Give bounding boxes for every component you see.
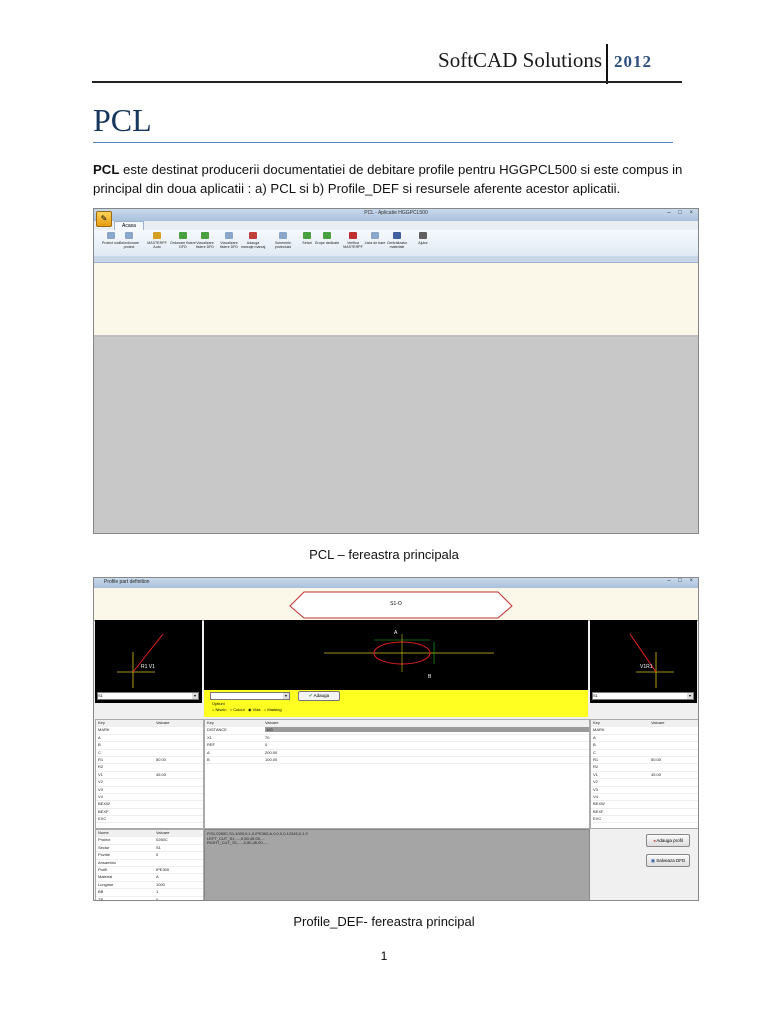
header-year: 2012: [614, 52, 652, 71]
radio-label: Culoul: [233, 707, 245, 712]
grid-key: BEXF: [98, 808, 109, 814]
grid-key: MARK: [98, 727, 110, 733]
ribbon-button-icon: [371, 232, 379, 239]
code-line: LEFT_CUT_S1,....,0,50,45.00,....: [207, 835, 266, 841]
grid-key: V3: [98, 786, 103, 792]
window-controls[interactable]: – □ ×: [667, 578, 696, 584]
ribbon-button-icon: [303, 232, 311, 239]
grid-row[interactable]: [205, 735, 589, 742]
radio-option[interactable]: ◉ Vida: [247, 707, 261, 712]
left-angle-icon: [95, 620, 202, 690]
grid-row[interactable]: [96, 764, 203, 771]
left-sector-value: S1: [98, 693, 103, 698]
grid-key: V2: [98, 779, 103, 785]
grid-row[interactable]: [96, 860, 203, 867]
ribbon-button-icon: [419, 232, 427, 239]
grid-key: B: [207, 756, 210, 762]
grid-row[interactable]: [591, 750, 698, 757]
code-lines: [205, 830, 589, 848]
grid-key: Proiect: [98, 837, 111, 843]
ribbon-button[interactable]: [270, 232, 296, 249]
page-number: 1: [380, 949, 388, 963]
grid-key: R2: [593, 764, 599, 770]
grid-row[interactable]: [96, 742, 203, 749]
grid-row[interactable]: [96, 801, 203, 808]
grid-row[interactable]: [591, 787, 698, 794]
ribbon-button-label: Verifica MASTERPF: [343, 241, 363, 249]
add-button[interactable]: [298, 691, 340, 701]
ribbon-button-icon: [279, 232, 287, 239]
right-sector-value: S1: [593, 693, 598, 698]
grid-value: 70: [265, 734, 270, 740]
grid-header-value: Valoare: [651, 720, 665, 725]
grid-row[interactable]: [591, 809, 698, 816]
ribbon-button-icon: [349, 232, 357, 239]
options-title: Optiuni: [212, 701, 225, 706]
grid-header-value: Valoare: [265, 720, 279, 725]
grid-row[interactable]: [96, 727, 203, 734]
grid-value: S1: [156, 844, 161, 850]
grid-key: BEXW: [593, 801, 605, 807]
ribbon-button-label: Vizualizare fisiere DFD: [196, 241, 214, 249]
grid-key: A: [593, 734, 596, 740]
grid-row[interactable]: [591, 757, 698, 764]
grid-row[interactable]: [96, 787, 203, 794]
right-sector-select[interactable]: [592, 692, 694, 700]
grid-value: 100.00: [265, 756, 278, 762]
document-area: [94, 337, 698, 533]
ribbon-button[interactable]: [314, 232, 340, 245]
radio-label: Niscin: [215, 707, 227, 712]
grid-value: 0260C: [156, 837, 168, 843]
grid-row[interactable]: [96, 874, 203, 881]
grid-row[interactable]: [96, 779, 203, 786]
grid-key: EXC: [593, 816, 602, 822]
grid-key: Pozitie: [98, 852, 111, 858]
title-rule: [93, 142, 673, 143]
options-bar: [204, 690, 588, 717]
intro-text: este destinat producerii documentatiei de debitare profile pentru HGGPCL500 si este compus in principal din doua aplicatii : a) PCL si b) Profile_DEF si resursele aferente acestor aplicatii.: [93, 162, 683, 196]
save-dfd-button[interactable]: [646, 854, 690, 867]
grid-key: R1: [593, 756, 599, 762]
grid-header: [96, 720, 203, 727]
add-profile-button[interactable]: [646, 834, 690, 847]
ribbon-button[interactable]: [216, 232, 242, 249]
grid-key: V4: [593, 793, 598, 799]
grid-row[interactable]: [205, 742, 589, 749]
grid-value: 50.00: [156, 756, 167, 762]
left-sector-select[interactable]: [97, 692, 199, 700]
grid-row[interactable]: [96, 794, 203, 801]
grid-header-value: Valoare: [156, 720, 170, 725]
ribbon-button-icon: [153, 232, 161, 239]
grid-row[interactable]: [591, 779, 698, 786]
grid-row[interactable]: [96, 750, 203, 757]
ribbon-button-icon: [201, 232, 209, 239]
svg-text:V1R1: V1R1: [640, 664, 653, 670]
center-label: B: [428, 674, 432, 680]
cut-type-select[interactable]: [210, 692, 290, 700]
radio-label: Vida: [252, 707, 261, 712]
ribbon-button-label: Ajutor: [418, 241, 428, 245]
ribbon-button-icon: [225, 232, 233, 239]
grid-key: TB: [98, 896, 104, 901]
grid-value: 1000: [156, 881, 165, 887]
ribbon-button-label: Centralizator materiale: [386, 241, 408, 249]
ribbon-button[interactable]: [192, 232, 218, 249]
grid-key: MARK: [593, 727, 605, 733]
grid-row[interactable]: [96, 897, 203, 901]
grid-row[interactable]: [591, 794, 698, 801]
caption-pcl: PCL – fereastra principala: [309, 547, 459, 562]
window-titlebar: [94, 578, 698, 588]
radio-option[interactable]: ○ Niscin: [212, 707, 227, 712]
grid-key: V3: [593, 786, 598, 792]
grid-key: Lungime: [98, 881, 114, 887]
grid-key: A: [207, 749, 210, 755]
ribbon-button-label: MASTERPF Auto: [147, 241, 167, 249]
pcl-main-window-screenshot: [93, 208, 699, 534]
ribbon-button-label: Ordonare fisiere DFD: [170, 241, 196, 249]
ribbon-button-icon: [179, 232, 187, 239]
options-radio-group: [212, 707, 282, 712]
grid-row[interactable]: [591, 764, 698, 771]
grid-key: Sector: [98, 844, 110, 850]
ribbon-button[interactable]: [384, 232, 410, 249]
work-area: [94, 263, 698, 337]
grid-header-value: Valoare: [156, 830, 170, 835]
right-angle-icon: [590, 620, 697, 690]
grid-row[interactable]: [591, 816, 698, 823]
add-button-label: Adauga: [313, 693, 330, 698]
grid-key: V2: [593, 779, 598, 785]
window-controls[interactable]: – □ ×: [667, 210, 696, 216]
grid-key: C: [593, 749, 596, 755]
window-title: PCL - Aplicatie HGGPCL500: [364, 210, 428, 216]
right-end-view: [590, 620, 697, 703]
grid-value: 200.00: [265, 749, 278, 755]
ribbon-button-label: Schemele proiectului: [274, 241, 292, 249]
grid-key: BEXW: [98, 801, 110, 807]
grid-key: R2: [98, 764, 104, 770]
grid-key: BEXF: [593, 808, 604, 814]
ribbon-button-label: Grupe dedicate: [314, 241, 340, 245]
svg-text:R1 V1: R1 V1: [141, 664, 155, 670]
intro-paragraph: [93, 160, 683, 198]
caption-profile-def: Profile_DEF- fereastra principal: [293, 914, 475, 929]
grid-value: 0: [156, 896, 159, 901]
grid-row[interactable]: [205, 727, 589, 734]
radio-option[interactable]: ○ Marking: [263, 707, 282, 712]
grid-header-key: Key: [207, 720, 214, 725]
grid-row[interactable]: [96, 816, 203, 823]
ribbon-button-icon: [249, 232, 257, 239]
intro-bold: PCL: [93, 162, 120, 177]
ribbon-button-label: Lista de bare: [364, 241, 386, 245]
grid-value: 0: [156, 852, 159, 858]
right-properties-grid[interactable]: [590, 719, 699, 829]
grid-header: [96, 830, 203, 837]
ribbon-button-icon: [323, 232, 331, 239]
code-line: P,S1,0260C,S1,1000,0,1,0,IPE300,A,0,0,0,0.12345,0.1.0: [207, 831, 308, 836]
ribbon-button-label: Setari: [302, 241, 312, 245]
grid-row[interactable]: [96, 837, 203, 844]
ribbon-button-label: Vizualizare fisiere DFD: [220, 241, 238, 249]
ribbon-tab-acasa[interactable]: Acasa: [114, 221, 144, 231]
ribbon-button-label: Proiect nou: [101, 241, 121, 245]
profile-top-view: [94, 588, 698, 621]
grid-key: Material: [98, 874, 113, 880]
grid-row[interactable]: [591, 727, 698, 734]
dim-label: A: [394, 630, 398, 636]
grid-row[interactable]: [591, 742, 698, 749]
check-icon: ✔: [308, 693, 313, 698]
arrow-icon: ◂: [653, 838, 656, 843]
grid-key: R1: [98, 756, 104, 762]
grid-key: BB: [98, 889, 104, 895]
grid-key: V1: [98, 771, 103, 777]
grid-key: V1: [593, 771, 598, 777]
grid-row[interactable]: [96, 845, 203, 852]
grid-value: 0: [265, 742, 268, 748]
grid-row[interactable]: [205, 757, 589, 764]
left-end-view: [95, 620, 202, 703]
header-company: SoftCAD Solutions: [438, 48, 602, 72]
grid-key: C: [98, 749, 101, 755]
grid-row[interactable]: [96, 735, 203, 742]
left-properties-grid[interactable]: [95, 719, 204, 829]
ribbon-button-label: Selectionare proiect: [119, 241, 139, 249]
grid-key: DISTANCE: [207, 727, 227, 733]
profile-top-label: S1-O: [390, 601, 402, 607]
grid-value: 1: [156, 889, 159, 895]
ribbon-group-labels: [94, 256, 698, 262]
grid-key: B: [98, 742, 101, 748]
ribbon-button-icon: [125, 232, 133, 239]
grid-row[interactable]: [96, 882, 203, 889]
page-title: PCL: [93, 102, 152, 138]
grid-key: X1: [207, 734, 212, 740]
grid-value: 100: [265, 727, 589, 732]
grid-header: [205, 720, 589, 727]
part-properties-grid[interactable]: [95, 829, 204, 901]
center-section-view: [204, 620, 588, 690]
grid-row[interactable]: [591, 772, 698, 779]
ribbon-button-icon: [393, 232, 401, 239]
grid-row[interactable]: [96, 772, 203, 779]
ribbon-button-icon: [107, 232, 115, 239]
grid-value: IPE300: [156, 866, 170, 872]
ribbon-button-label: Adauga marcaje marcaj: [240, 241, 266, 249]
grid-value: 45.00: [651, 771, 662, 777]
grid-row[interactable]: [591, 801, 698, 808]
profile-def-window-screenshot: [93, 577, 699, 901]
grid-row[interactable]: [96, 757, 203, 764]
radio-label: Marking: [267, 707, 282, 712]
chevron-down-icon: ▾: [284, 693, 287, 698]
save-icon: ▣: [650, 858, 655, 863]
grid-value: A: [156, 874, 159, 880]
grid-row[interactable]: [205, 750, 589, 757]
ribbon-button[interactable]: [410, 232, 436, 245]
grid-key: Profil: [98, 866, 108, 872]
grid-row[interactable]: [591, 735, 698, 742]
grid-key: A: [98, 734, 101, 740]
grid-row[interactable]: [96, 852, 203, 859]
header-divider: [606, 44, 608, 84]
grid-key: V4: [98, 793, 103, 799]
grid-row[interactable]: [96, 889, 203, 896]
app-menu-icon[interactable]: ✎: [96, 211, 112, 227]
grid-key: B: [593, 742, 596, 748]
ribbon-button[interactable]: [116, 232, 142, 249]
grid-header-key: Key: [98, 720, 105, 725]
window-title: Profile part definition: [104, 579, 150, 585]
grid-header-key: Key: [593, 720, 600, 725]
grid-key: Ansamblu: [98, 859, 116, 865]
ribbon-button[interactable]: [240, 232, 266, 249]
header-rule: [92, 81, 682, 83]
chevron-down-icon: ▾: [688, 693, 691, 698]
add-profile-label: Adauga profil: [656, 838, 683, 843]
code-output-area: [204, 829, 590, 901]
code-line: RIGHT_CUT_S1,....,0,50,45.00,....: [207, 840, 269, 845]
grid-row[interactable]: [96, 867, 203, 874]
center-properties-grid[interactable]: [204, 719, 590, 829]
grid-row[interactable]: [96, 809, 203, 816]
grid-value: 50.00: [651, 756, 662, 762]
radio-option[interactable]: ○ Culoul: [229, 707, 245, 712]
grid-value: 45.00: [156, 771, 167, 777]
grid-header-key: Nume: [98, 830, 109, 835]
ribbon-button[interactable]: [144, 232, 170, 249]
grid-header: [591, 720, 698, 727]
grid-key: REF: [207, 742, 215, 748]
grid-key: EXC: [98, 816, 107, 822]
save-dfd-label: Salveaza DFD: [656, 858, 686, 863]
chevron-down-icon: ▾: [193, 693, 196, 698]
